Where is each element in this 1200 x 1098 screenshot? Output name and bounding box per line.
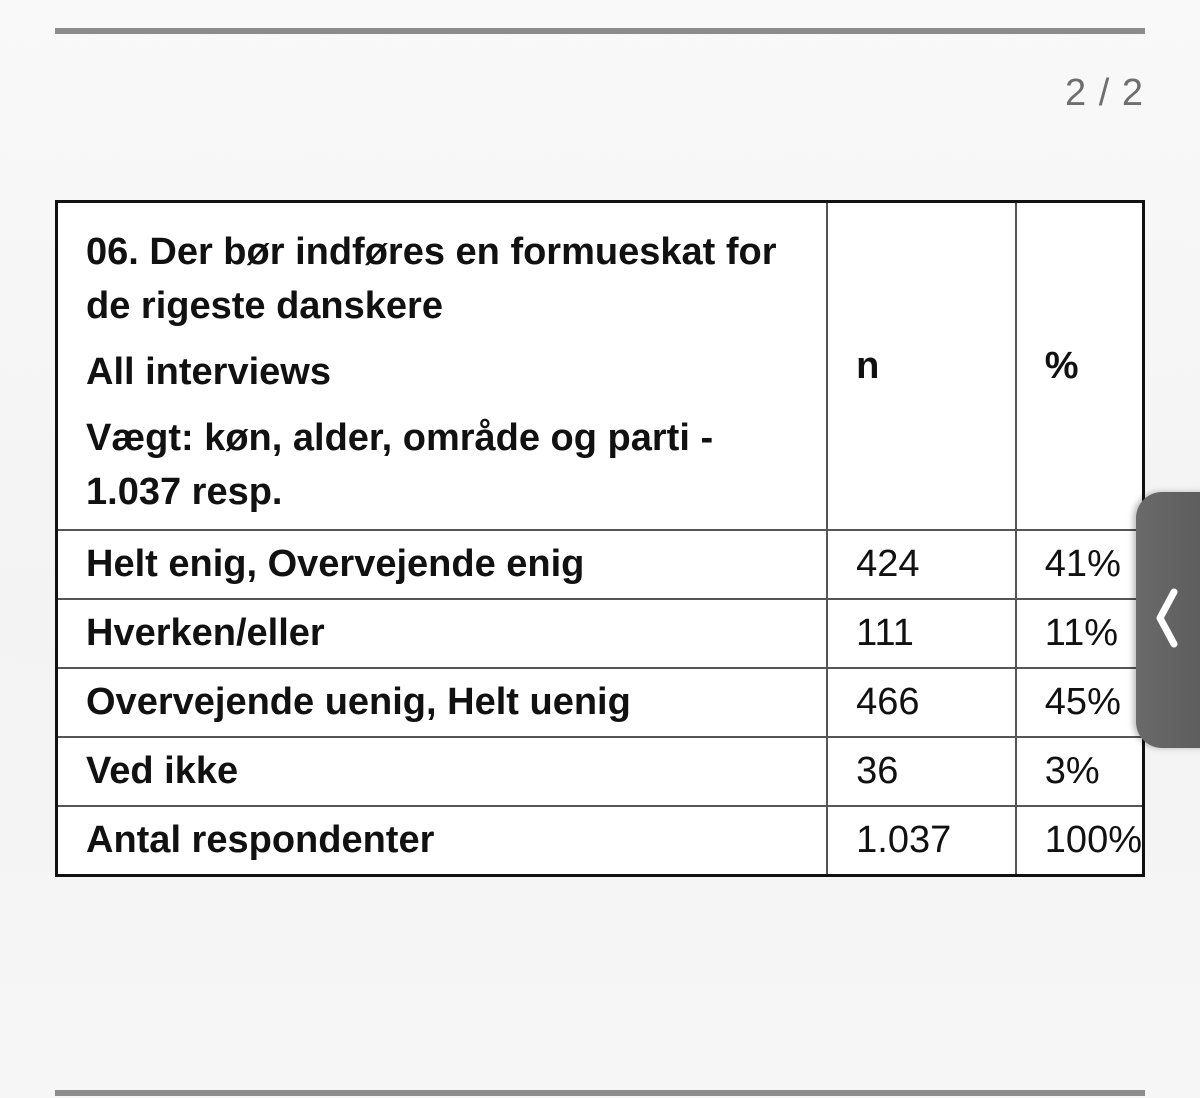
row-percent: 41% (1016, 530, 1144, 599)
table-row (57, 737, 1144, 806)
row-percent: 45% (1016, 668, 1144, 737)
side-panel-tab[interactable] (1136, 492, 1200, 748)
row-count: 36 (827, 737, 1016, 806)
column-header-n: n (827, 202, 1016, 531)
results-table (55, 200, 1145, 877)
row-label: Ved ikke (57, 737, 828, 806)
page-indicator: 2 / 2 (1065, 72, 1144, 114)
question-text: 06. Der bør indføres en formueskat for de rigeste danskere (86, 231, 777, 327)
row-percent: 100% (1016, 806, 1144, 876)
row-count: 111 (827, 599, 1016, 668)
table-row (57, 530, 1144, 599)
row-count: 424 (827, 530, 1016, 599)
weighting-text: Vægt: køn, alder, område og parti - 1.037 resp. (86, 417, 714, 513)
table-row-total (57, 806, 1144, 876)
table-row (57, 599, 1144, 668)
row-label: Helt enig, Overvejende enig (57, 530, 828, 599)
subtitle-text: All interviews (86, 351, 331, 393)
column-header-percent: % (1016, 202, 1144, 531)
row-count: 466 (827, 668, 1016, 737)
row-label: Antal respondenter (57, 806, 828, 876)
chevron-left-icon (1152, 588, 1182, 648)
row-count: 1.037 (827, 806, 1016, 876)
table-row (57, 668, 1144, 737)
row-percent: 11% (1016, 599, 1144, 668)
question-cell (57, 202, 828, 531)
row-percent: 3% (1016, 737, 1144, 806)
bottom-divider (55, 1090, 1145, 1096)
row-label: Overvejende uenig, Helt uenig (57, 668, 828, 737)
header-row (57, 202, 1144, 531)
row-label: Hverken/eller (57, 599, 828, 668)
top-divider (55, 28, 1145, 34)
